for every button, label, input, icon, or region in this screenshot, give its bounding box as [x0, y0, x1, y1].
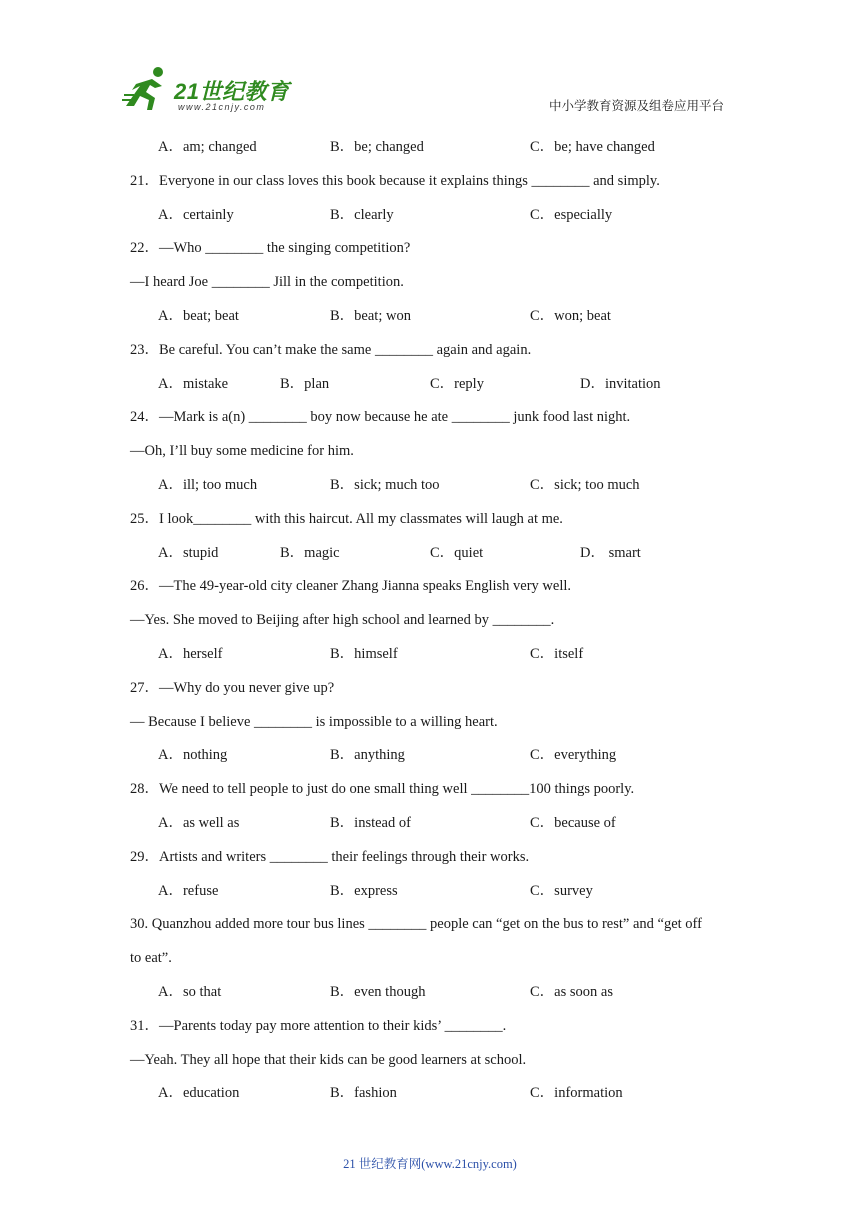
answer-option[interactable]: B．plan [280, 376, 330, 392]
answer-option[interactable]: C．reply [430, 376, 484, 392]
page-header [0, 0, 860, 125]
answer-option[interactable]: A．education [158, 1085, 240, 1101]
answer-option[interactable]: C．everything [530, 747, 617, 763]
answer-option[interactable]: C．sick; too much [530, 477, 640, 493]
logo-text: 21世纪教育 [174, 79, 290, 104]
question-text: 24．—Mark is a(n) ________ boy now because he ate ________ junk food last night. [130, 409, 631, 425]
question-text: 26．—The 49-year-old city cleaner Zhang Jianna speaks English very well. [130, 578, 572, 594]
answer-option[interactable]: A．mistake [158, 376, 229, 392]
footer-link[interactable]: 21 世纪教育网(www.21cnjy.com) [343, 1157, 517, 1171]
answer-option[interactable]: A．certainly [158, 207, 234, 223]
question-text: —Yeah. They all hope that their kids can be good learners at school. [130, 1052, 527, 1068]
platform-title: 中小学教育资源及组卷应用平台 [549, 98, 725, 113]
answer-option[interactable]: B．magic [280, 545, 340, 561]
question-text: 27．—Why do you never give up? [130, 680, 335, 696]
answer-option[interactable]: B．fashion [330, 1085, 397, 1101]
answer-option[interactable]: A．stupid [158, 545, 219, 561]
answer-option[interactable]: A．ill; too much [158, 477, 258, 493]
question-text: 29．Artists and writers ________ their feelings through their works. [130, 849, 530, 865]
answer-option[interactable]: B．be; changed [330, 139, 424, 155]
logo[interactable] [122, 66, 297, 116]
answer-option[interactable]: C．be; have changed [530, 139, 655, 155]
answer-option[interactable]: A．so that [158, 984, 222, 1000]
question-text: 25．I look________ with this haircut. All my classmates will laugh at me. [130, 511, 563, 527]
question-text: 23．Be careful. You can’t make the same ________ again and again. [130, 342, 532, 358]
answer-option[interactable]: C．won; beat [530, 308, 611, 324]
answer-option[interactable]: B．instead of [330, 815, 411, 831]
answer-option[interactable]: B．express [330, 883, 398, 899]
answer-option[interactable]: B．even though [330, 984, 426, 1000]
question-text: —Oh, I’ll buy some medicine for him. [130, 443, 354, 459]
answer-option[interactable]: B．sick; much too [330, 477, 440, 493]
answer-option[interactable]: C．itself [530, 646, 584, 662]
answer-option[interactable]: D． smart [580, 545, 641, 561]
answer-option[interactable]: C．because of [530, 815, 616, 831]
question-text: 21．Everyone in our class loves this book because it explains things ________ and simply. [130, 173, 660, 189]
answer-option[interactable]: A．as well as [158, 815, 240, 831]
answer-option[interactable]: C．information [530, 1085, 623, 1101]
question-text: —Yes. She moved to Beijing after high school and learned by ________. [130, 612, 555, 628]
question-text: — Because I believe ________ is impossible to a willing heart. [130, 714, 498, 730]
answer-option[interactable]: C．especially [530, 207, 613, 223]
answer-option[interactable]: B．beat; won [330, 308, 411, 324]
question-text: 30. Quanzhou added more tour bus lines ________ people can “get on the bus to rest” and “get off [130, 916, 702, 932]
answer-option[interactable]: A．am; changed [158, 139, 257, 155]
answer-option[interactable]: B．anything [330, 747, 405, 763]
answer-option[interactable]: C．as soon as [530, 984, 613, 1000]
answer-option[interactable]: B．himself [330, 646, 398, 662]
answer-option[interactable]: A．nothing [158, 747, 228, 763]
question-text: 22．—Who ________ the singing competition? [130, 240, 411, 256]
answer-option[interactable]: A．beat; beat [158, 308, 239, 324]
answer-option[interactable]: A．herself [158, 646, 223, 662]
logo-url: www.21cnjy.com [178, 102, 266, 112]
answer-option[interactable]: D．invitation [580, 376, 661, 392]
answer-option[interactable]: B．clearly [330, 207, 394, 223]
question-text: 31．—Parents today pay more attention to their kids’ ________. [130, 1018, 507, 1034]
answer-option[interactable]: C．survey [530, 883, 593, 899]
question-text: —I heard Joe ________ Jill in the competition. [130, 274, 404, 290]
answer-option[interactable]: C．quiet [430, 545, 484, 561]
question-text: 28．We need to tell people to just do one small thing well ________100 things poorly. [130, 781, 635, 797]
question-text: to eat”. [130, 950, 172, 966]
answer-option[interactable]: A．refuse [158, 883, 219, 899]
runner-logo-icon [122, 66, 174, 112]
